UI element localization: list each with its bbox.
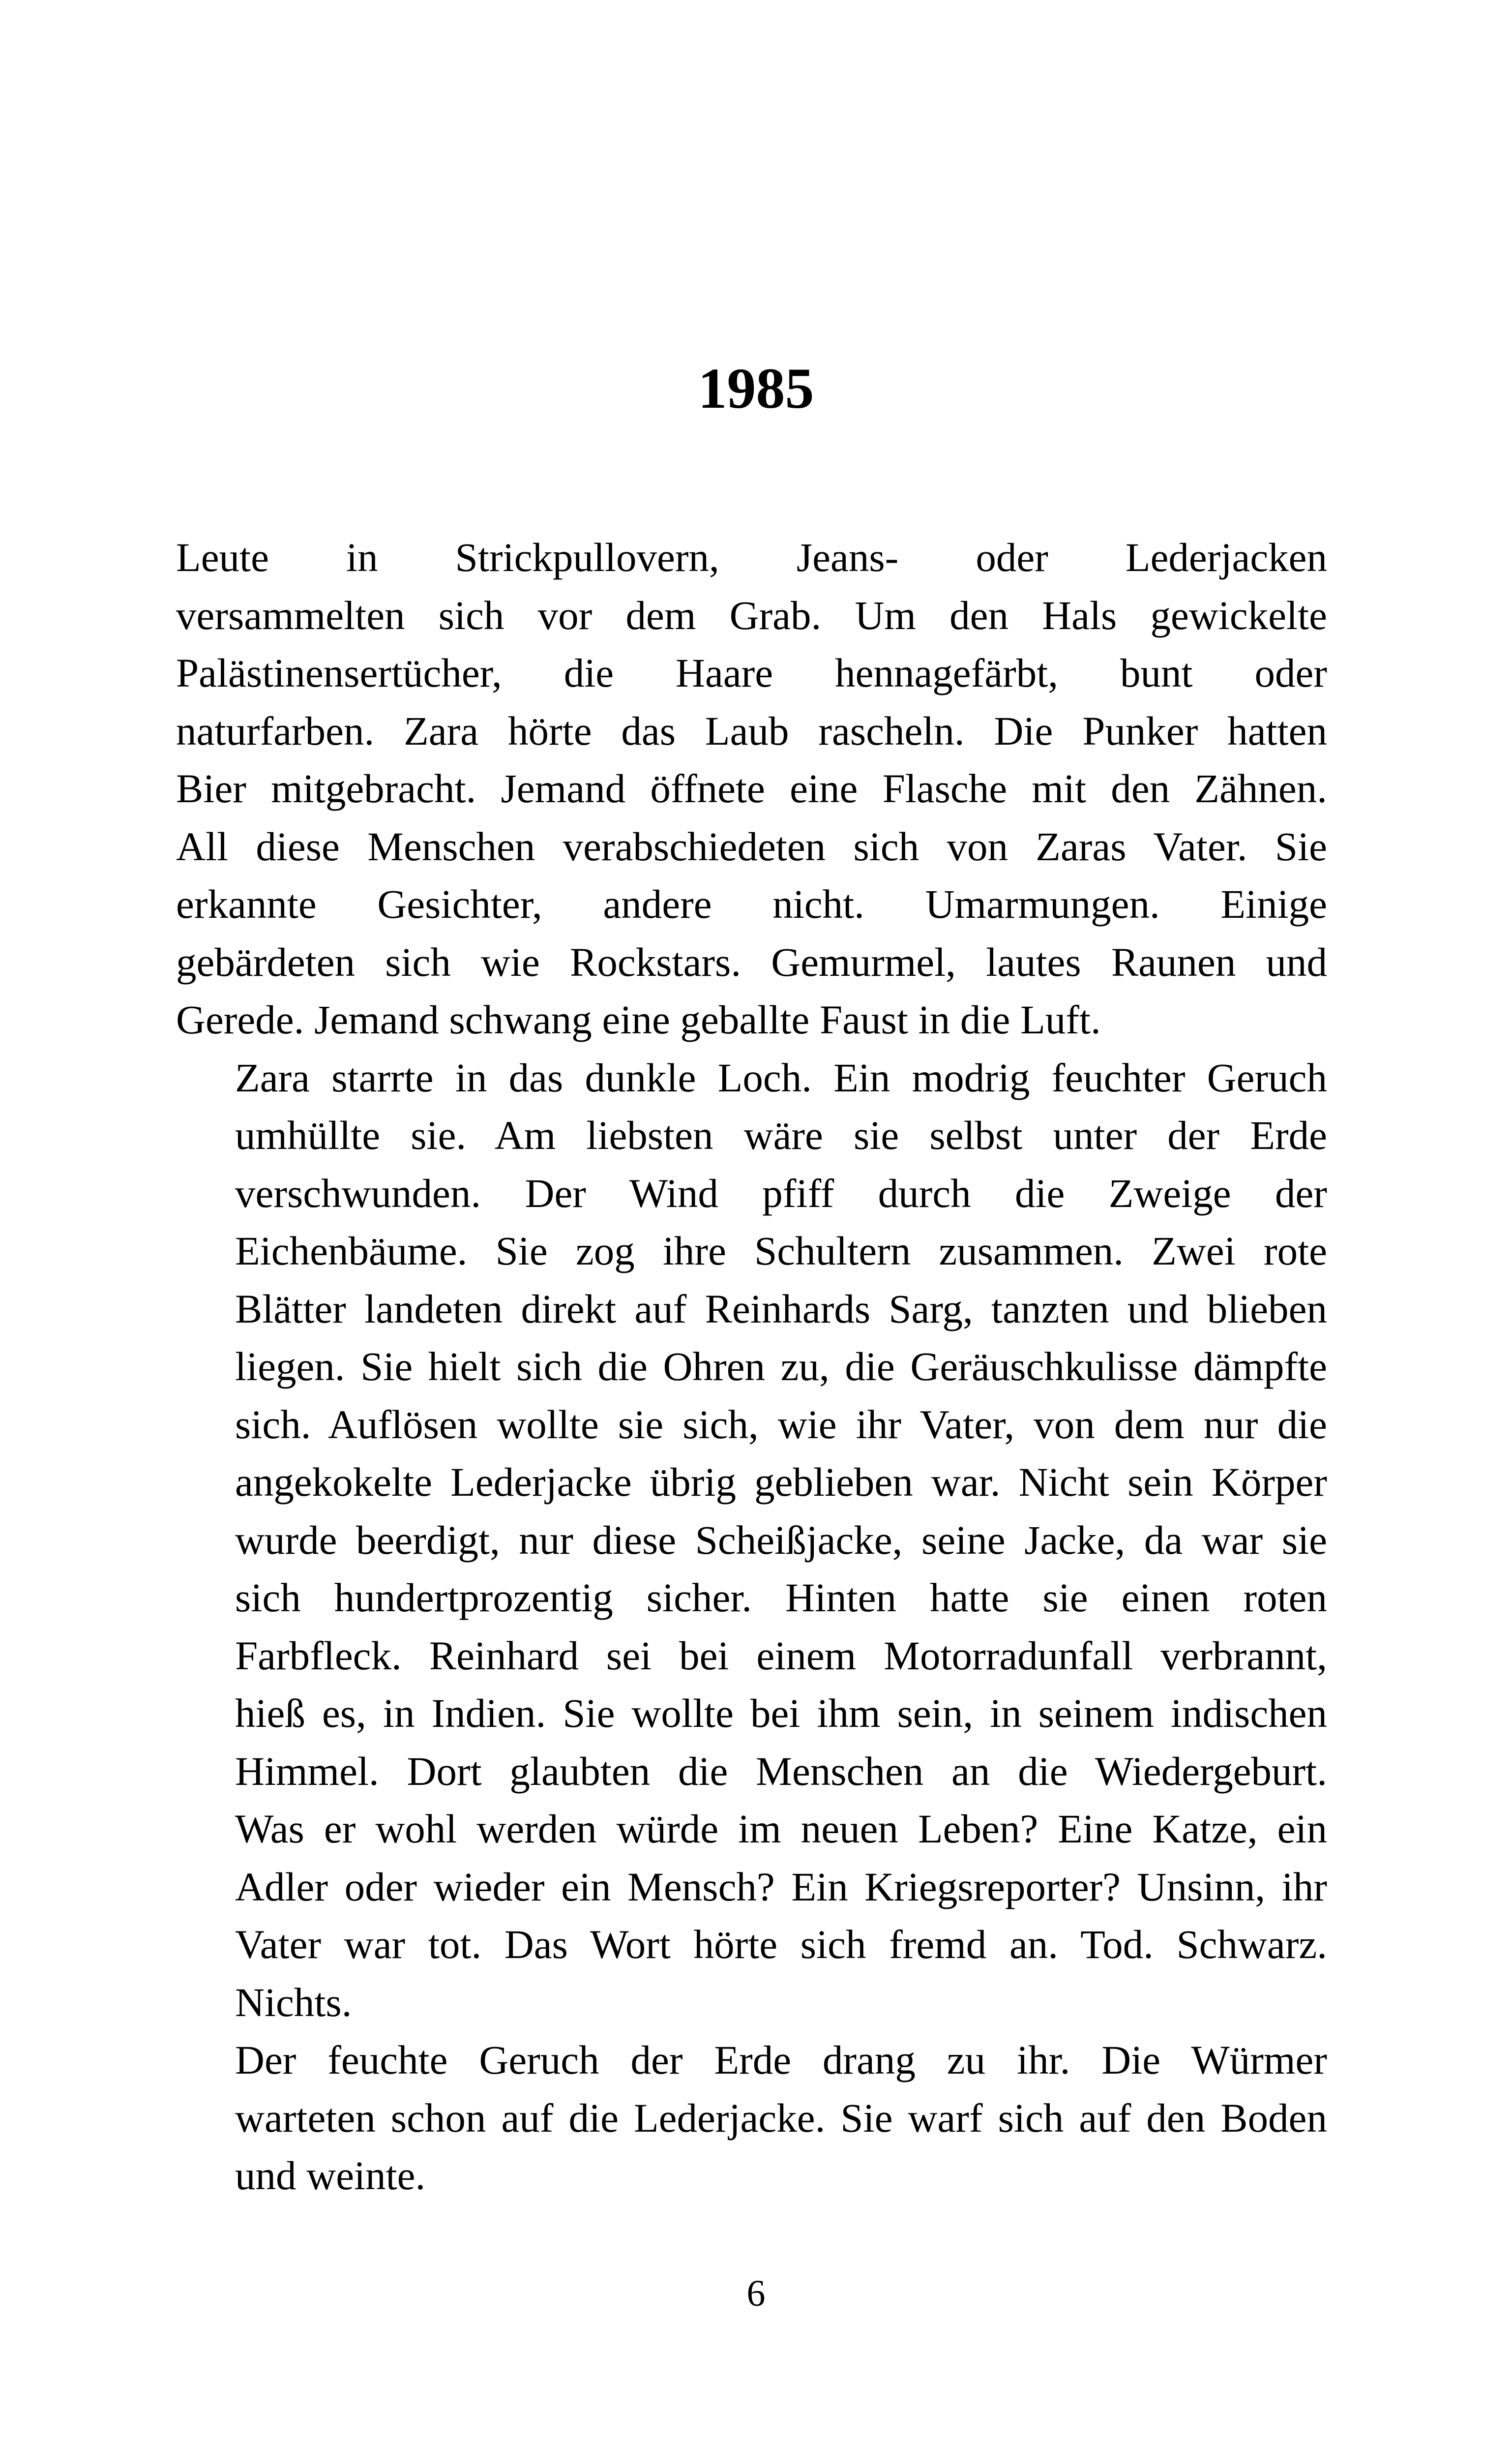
paragraph xyxy=(176,2031,1327,2205)
text-line: Farbfleck. Reinhard sei bei einem Motorradunfall verbrannt, xyxy=(235,1632,1327,1678)
chapter-body-text xyxy=(176,529,1327,2205)
text-line: Eichenbäume. Sie zog ihre Schultern zusammen. Zwei rote xyxy=(235,1228,1327,1273)
text-line: naturfarben. Zara hörte das Laub rascheln. Die Punker hatten xyxy=(176,708,1327,754)
text-line: Adler oder wieder ein Mensch? Ein Kriegsreporter? Unsinn, ihr xyxy=(235,1864,1327,1909)
text-line: sich. Auflösen wollte sie sich, wie ihr Vater, von dem nur die xyxy=(235,1401,1327,1447)
text-line: hieß es, in Indien. Sie wollte bei ihm sein, in seinem indischen xyxy=(235,1690,1327,1736)
text-line: umhüllte sie. Am liebsten wäre sie selbst unter der Erde xyxy=(235,1113,1327,1158)
text-line: warteten schon auf die Lederjacke. Sie warf sich auf den Boden xyxy=(235,2095,1327,2141)
paragraph xyxy=(176,529,1327,1049)
page-number: 6 xyxy=(746,2273,766,2314)
text-line: Zara starrte in das dunkle Loch. Ein modrig feuchter Geruch xyxy=(235,1055,1327,1100)
text-line: und weinte. xyxy=(235,2153,426,2198)
text-line: Der feuchte Geruch der Erde drang zu ihr. Die Würmer xyxy=(235,2037,1327,2082)
text-line: Was er wohl werden würde im neuen Leben? Eine Katze, ein xyxy=(235,1806,1327,1851)
text-line: Bier mitgebracht. Jemand öffnete eine Flasche mit den Zähnen. xyxy=(176,766,1327,811)
text-line: sich hundertprozentig sicher. Hinten hatte sie einen roten xyxy=(235,1575,1327,1620)
text-line: verschwunden. Der Wind pfiff durch die Zweige der xyxy=(235,1170,1327,1216)
text-line: Himmel. Dort glaubten die Menschen an die Wiedergeburt. xyxy=(235,1748,1327,1794)
text-line: angekokelte Lederjacke übrig geblieben war. Nicht sein Körper xyxy=(235,1459,1327,1505)
text-line: wurde beerdigt, nur diese Scheißjacke, seine Jacke, da war sie xyxy=(235,1517,1327,1563)
text-line: Leute in Strickpullovern, Jeans- oder Lederjacken xyxy=(176,535,1327,580)
text-line: Nichts. xyxy=(235,1979,352,2025)
text-line: gebärdeten sich wie Rockstars. Gemurmel, lautes Raunen und xyxy=(176,939,1327,985)
text-line: versammelten sich vor dem Grab. Um den Hals gewickelte xyxy=(176,592,1327,638)
text-line: Vater war tot. Das Wort hörte sich fremd an. Tod. Schwarz. xyxy=(235,1922,1327,1967)
text-line: Palästinensertücher, die Haare hennagefärbt, bunt oder xyxy=(176,650,1327,695)
text-line: Blätter landeten direkt auf Reinhards Sarg, tanzten und blieben xyxy=(235,1286,1327,1331)
paragraph xyxy=(176,1049,1327,2032)
text-line: liegen. Sie hielt sich die Ohren zu, die Geräuschkulisse dämpfte xyxy=(235,1344,1327,1389)
text-line: Gerede. Jemand schwang eine geballte Faust in die Luft. xyxy=(176,997,1101,1042)
text-line: All diese Menschen verabschiedeten sich von Zaras Vater. Sie xyxy=(176,823,1327,869)
chapter-title: 1985 xyxy=(698,356,814,421)
text-line: erkannte Gesichter, andere nicht. Umarmungen. Einige xyxy=(176,881,1327,927)
